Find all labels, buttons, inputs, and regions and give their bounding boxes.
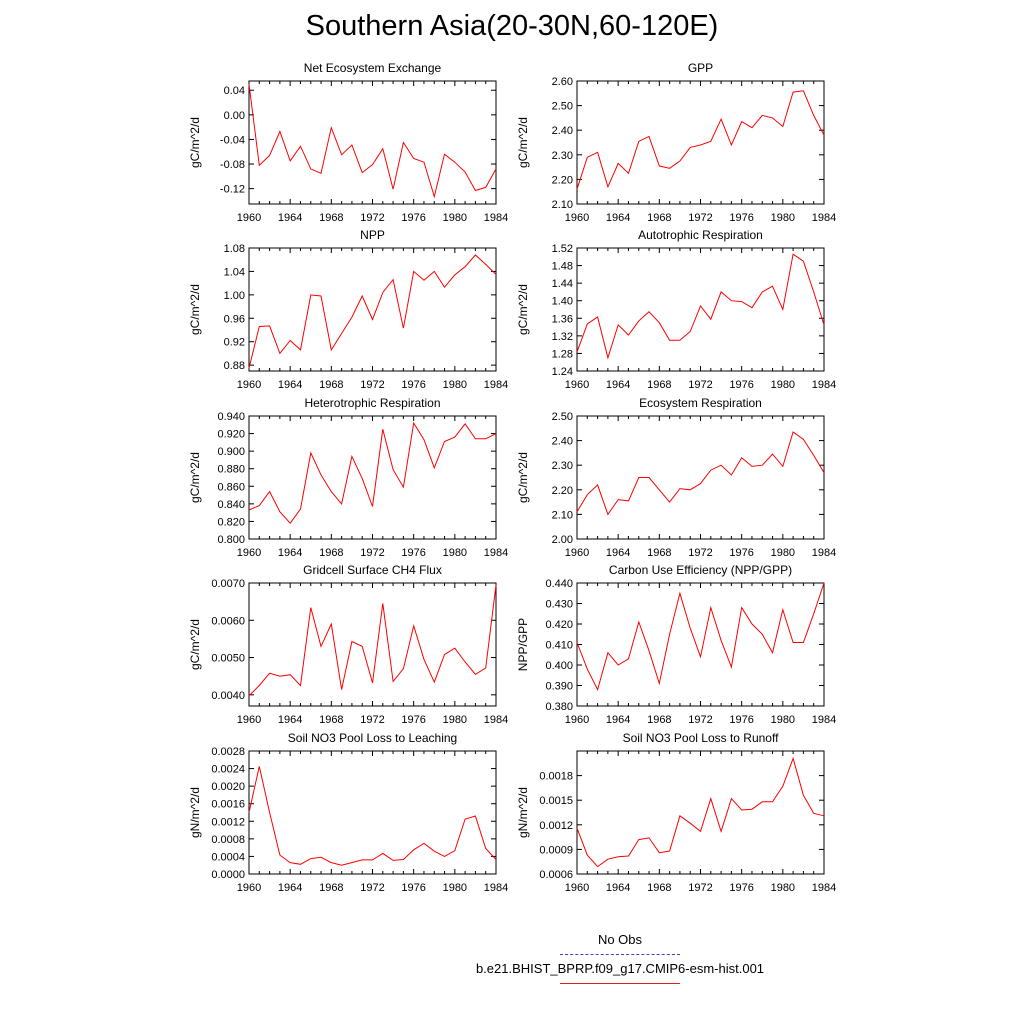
x-tick-label: 1964 — [605, 547, 631, 559]
legend-obs-line — [560, 954, 680, 955]
y-axis-label: gN/m^2/d — [188, 787, 202, 838]
y-tick-label: 0.0020 — [211, 781, 245, 794]
y-tick-label: 2.60 — [551, 76, 573, 88]
x-tick-label: 1972 — [360, 882, 385, 894]
y-tick-label: 0.900 — [217, 446, 245, 459]
panel-title: NPP — [360, 228, 385, 242]
x-tick-label: 1972 — [360, 714, 385, 726]
y-tick-label: 1.28 — [551, 348, 573, 361]
y-tick-label: 0.0018 — [539, 770, 573, 783]
y-tick-label: 0.0028 — [211, 746, 245, 758]
panel-title: Soil NO3 Pool Loss to Leaching — [287, 731, 458, 745]
series-line — [577, 583, 824, 690]
x-tick-label: 1960 — [236, 212, 262, 224]
plot-frame — [577, 81, 824, 204]
x-tick-label: 1980 — [770, 714, 796, 726]
y-tick-label: 0.0008 — [211, 833, 245, 846]
y-tick-label: 0.0006 — [539, 869, 573, 881]
y-tick-label: 0.0015 — [539, 795, 573, 808]
panel-2 — [188, 228, 508, 391]
x-tick-label: 1960 — [236, 882, 262, 894]
y-tick-label: 0.96 — [223, 313, 245, 326]
y-tick-label: -0.08 — [219, 159, 245, 172]
y-tick-label: 0.940 — [217, 411, 245, 423]
y-tick-label: 1.48 — [551, 260, 573, 273]
y-tick-label: 0.400 — [545, 660, 573, 672]
plot-frame — [249, 81, 496, 204]
y-tick-label: 0.880 — [217, 463, 245, 476]
plot-frame — [249, 416, 496, 539]
y-tick-label: 0.0012 — [539, 819, 573, 832]
legend-case-label: b.e21.BHIST_BPRP.f09_g17.CMIP6-esm-hist.001 — [475, 961, 765, 976]
legend-case-line — [560, 983, 680, 984]
x-tick-label: 1972 — [360, 212, 385, 224]
x-tick-label: 1984 — [811, 714, 837, 726]
x-tick-label: 1968 — [647, 882, 672, 894]
x-tick-label: 1960 — [564, 882, 590, 894]
x-tick-label: 1964 — [277, 547, 303, 559]
y-tick-label: 0.800 — [217, 534, 245, 546]
x-tick-label: 1968 — [647, 547, 672, 559]
x-tick-label: 1960 — [564, 547, 590, 559]
x-tick-label: 1968 — [319, 714, 344, 726]
panel-title: Net Ecosystem Exchange — [303, 61, 442, 75]
x-tick-label: 1976 — [401, 212, 426, 224]
x-tick-label: 1964 — [277, 379, 303, 391]
y-tick-label: 2.50 — [551, 411, 573, 423]
y-axis-label: gC/m^2/d — [188, 117, 202, 168]
x-tick-label: 1964 — [277, 714, 303, 726]
y-tick-label: 0.420 — [545, 619, 573, 631]
y-tick-label: -0.04 — [219, 134, 245, 147]
x-tick-label: 1968 — [647, 714, 672, 726]
series-line — [249, 766, 496, 865]
x-tick-label: 1984 — [483, 212, 509, 224]
x-tick-label: 1972 — [360, 379, 385, 391]
y-axis-label: gC/m^2/d — [516, 117, 530, 168]
y-axis-label: NPP/GPP — [516, 617, 530, 672]
y-tick-label: 2.20 — [551, 484, 573, 497]
plot-frame — [249, 751, 496, 874]
y-tick-label: 0.440 — [545, 578, 573, 590]
x-tick-label: 1976 — [401, 379, 426, 391]
x-tick-label: 1980 — [442, 714, 468, 726]
y-tick-label: 0.0009 — [539, 844, 573, 857]
y-tick-label: 1.32 — [551, 330, 573, 343]
y-axis-label: gC/m^2/d — [516, 284, 530, 335]
y-tick-label: 0.410 — [545, 639, 573, 652]
y-tick-label: 2.30 — [551, 149, 573, 162]
x-tick-label: 1980 — [442, 379, 468, 391]
y-tick-label: 0.0050 — [211, 652, 245, 665]
y-tick-label: 0.920 — [217, 428, 245, 441]
panel-title: Autotrophic Respiration — [638, 228, 763, 242]
x-tick-label: 1968 — [319, 882, 344, 894]
x-tick-label: 1972 — [688, 212, 713, 224]
x-tick-label: 1976 — [729, 882, 754, 894]
x-tick-label: 1976 — [401, 882, 426, 894]
y-tick-label: 2.30 — [551, 460, 573, 473]
x-tick-label: 1960 — [236, 714, 262, 726]
x-tick-label: 1984 — [483, 882, 509, 894]
x-tick-label: 1964 — [277, 882, 303, 894]
panel-8 — [188, 731, 508, 894]
x-tick-label: 1980 — [442, 547, 468, 559]
y-axis-label: gN/m^2/d — [516, 787, 530, 838]
x-tick-label: 1968 — [647, 379, 672, 391]
x-tick-label: 1980 — [770, 882, 796, 894]
x-tick-label: 1964 — [277, 212, 303, 224]
panel-6 — [188, 563, 508, 726]
x-tick-label: 1984 — [483, 547, 509, 559]
y-tick-label: 2.00 — [551, 534, 573, 546]
y-tick-label: 0.860 — [217, 481, 245, 494]
x-tick-label: 1972 — [360, 547, 385, 559]
y-axis-label: gC/m^2/d — [188, 452, 202, 503]
x-tick-label: 1980 — [442, 882, 468, 894]
x-tick-label: 1960 — [236, 547, 262, 559]
y-tick-label: 0.0040 — [211, 689, 245, 702]
x-tick-label: 1980 — [442, 212, 468, 224]
y-tick-label: 2.40 — [551, 125, 573, 138]
x-tick-label: 1984 — [811, 379, 837, 391]
x-tick-label: 1968 — [319, 379, 344, 391]
y-tick-label: 0.380 — [545, 701, 573, 713]
panel-9 — [516, 731, 836, 894]
x-tick-label: 1976 — [401, 714, 426, 726]
plot-frame — [577, 751, 824, 874]
x-tick-label: 1976 — [729, 212, 754, 224]
x-tick-label: 1960 — [564, 714, 590, 726]
y-tick-label: 0.0012 — [211, 816, 245, 829]
x-tick-label: 1960 — [564, 379, 590, 391]
y-tick-label: 0.390 — [545, 680, 573, 693]
x-tick-label: 1964 — [605, 379, 631, 391]
panel-title: Heterotrophic Respiration — [304, 396, 441, 410]
x-tick-label: 1960 — [564, 212, 590, 224]
x-tick-label: 1972 — [688, 882, 713, 894]
x-tick-label: 1976 — [401, 547, 426, 559]
series-line — [249, 423, 496, 523]
x-tick-label: 1964 — [605, 882, 631, 894]
y-tick-label: 2.50 — [551, 100, 573, 113]
y-tick-label: 0.840 — [217, 498, 245, 511]
plot-frame — [577, 416, 824, 539]
y-tick-label: 1.08 — [223, 243, 245, 255]
y-tick-label: 0.0024 — [211, 763, 245, 776]
y-tick-label: 1.36 — [551, 313, 573, 326]
y-tick-label: 1.40 — [551, 295, 573, 308]
plot-frame — [249, 583, 496, 706]
panel-title: Soil NO3 Pool Loss to Runoff — [622, 731, 779, 745]
y-axis-label: gC/m^2/d — [188, 619, 202, 670]
y-tick-label: 1.24 — [551, 366, 573, 378]
panel-title: Ecosystem Respiration — [639, 396, 762, 410]
x-tick-label: 1984 — [811, 212, 837, 224]
series-line — [249, 585, 496, 696]
y-tick-label: 1.52 — [551, 243, 573, 255]
y-tick-label: 2.10 — [551, 199, 573, 211]
x-tick-label: 1968 — [319, 212, 344, 224]
x-tick-label: 1964 — [605, 212, 631, 224]
x-tick-label: 1976 — [729, 714, 754, 726]
series-line — [577, 254, 824, 358]
x-tick-label: 1976 — [729, 379, 754, 391]
y-tick-label: 0.430 — [545, 598, 573, 611]
y-tick-label: 1.00 — [223, 289, 245, 302]
x-tick-label: 1984 — [811, 547, 837, 559]
y-tick-label: 2.10 — [551, 509, 573, 522]
main-title: Southern Asia(20-30N,60-120E) — [305, 10, 719, 42]
y-tick-label: 0.92 — [223, 336, 245, 349]
panel-3 — [516, 228, 836, 391]
x-tick-label: 1980 — [770, 379, 796, 391]
y-tick-label: 1.44 — [551, 278, 573, 291]
y-tick-label: 2.40 — [551, 435, 573, 448]
panel-7 — [516, 563, 836, 726]
y-tick-label: -0.12 — [219, 183, 245, 196]
x-tick-label: 1968 — [319, 547, 344, 559]
panel-4 — [188, 396, 508, 559]
panel-title: Carbon Use Efficiency (NPP/GPP) — [608, 563, 793, 577]
panel-title: GPP — [687, 61, 714, 75]
series-line — [577, 758, 824, 866]
plot-frame — [249, 248, 496, 371]
x-tick-label: 1972 — [688, 547, 713, 559]
y-tick-label: 0.0004 — [211, 851, 245, 864]
y-tick-label: 0.0060 — [211, 615, 245, 628]
panel-title: Gridcell Surface CH4 Flux — [303, 563, 442, 577]
y-tick-label: 0.88 — [223, 360, 245, 373]
y-tick-label: 1.04 — [223, 266, 245, 279]
y-tick-label: 2.20 — [551, 174, 573, 187]
x-tick-label: 1984 — [811, 882, 837, 894]
series-line — [249, 84, 496, 197]
legend-obs-label: No Obs — [597, 932, 643, 947]
series-line — [249, 255, 496, 368]
series-line — [577, 91, 824, 189]
x-tick-label: 1960 — [236, 379, 262, 391]
x-tick-label: 1964 — [605, 714, 631, 726]
x-tick-label: 1976 — [729, 547, 754, 559]
panel-1 — [516, 61, 836, 224]
x-tick-label: 1980 — [770, 547, 796, 559]
y-axis-label: gC/m^2/d — [188, 284, 202, 335]
y-tick-label: 0.04 — [223, 85, 245, 98]
series-line — [577, 432, 824, 514]
x-tick-label: 1972 — [688, 714, 713, 726]
y-tick-label: 0.0016 — [211, 798, 245, 811]
plot-frame — [577, 248, 824, 371]
x-tick-label: 1972 — [688, 379, 713, 391]
y-tick-label: 0.0070 — [211, 578, 245, 590]
plot-frame — [577, 583, 824, 706]
y-tick-label: 0.00 — [223, 109, 245, 122]
x-tick-label: 1984 — [483, 714, 509, 726]
y-tick-label: 0.820 — [217, 516, 245, 529]
y-tick-label: 0.0000 — [211, 869, 245, 881]
y-axis-label: gC/m^2/d — [516, 452, 530, 503]
x-tick-label: 1984 — [483, 379, 509, 391]
panel-0 — [188, 61, 508, 224]
panel-5 — [516, 396, 836, 559]
x-tick-label: 1980 — [770, 212, 796, 224]
x-tick-label: 1968 — [647, 212, 672, 224]
